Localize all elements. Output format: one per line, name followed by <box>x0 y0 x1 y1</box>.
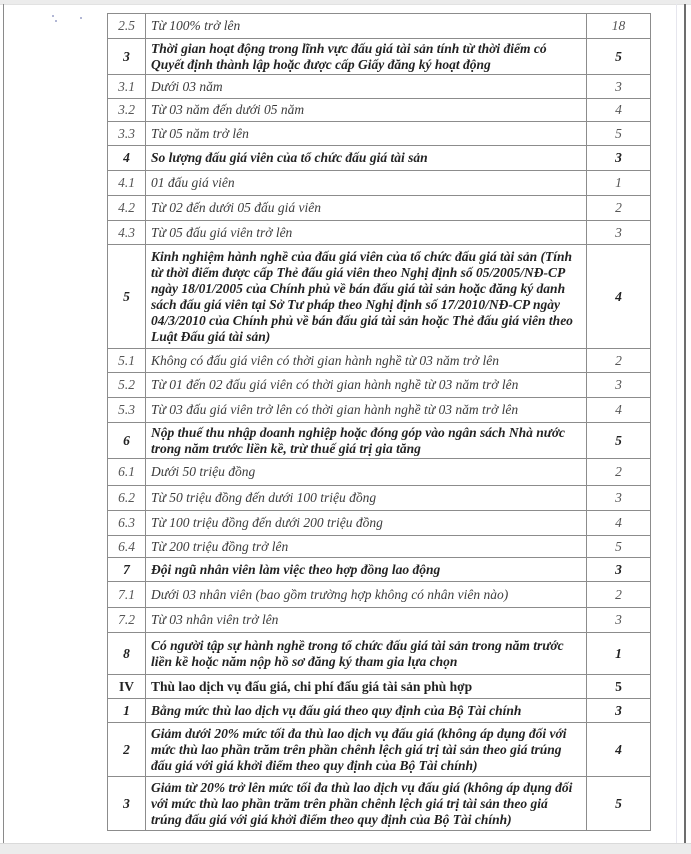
criterion-text: Giảm từ 20% trở lên mức tối đa thù lao dịch vụ đấu giá (không áp dụng đối với mức thù lao phần trăm trên phần chênh lệch giá trị tài sản theo giá trúng đấu giá với giá khởi điểm theo quy định của Bộ Tài chính) <box>146 777 587 831</box>
table-row <box>108 99 651 122</box>
criterion-number: 6.2 <box>108 486 146 511</box>
criterion-number: 5 <box>108 245 146 349</box>
criterion-text: Từ 01 đến 02 đấu giá viên có thời gian hành nghề từ 03 năm trở lên <box>146 373 587 398</box>
criterion-number: 3 <box>108 777 146 831</box>
table-row <box>108 511 651 536</box>
criterion-number: 3 <box>108 39 146 75</box>
table-row <box>108 14 651 39</box>
criterion-text: Từ 03 đấu giá viên trở lên có thời gian hành nghề từ 03 năm trở lên <box>146 398 587 423</box>
criterion-points: 1 <box>587 171 651 196</box>
criterion-points: 5 <box>587 777 651 831</box>
criterion-number: 8 <box>108 633 146 675</box>
table-row <box>108 699 651 723</box>
criterion-text: Thù lao dịch vụ đấu giá, chi phí đấu giá tài sản phù hợp <box>146 675 587 699</box>
criterion-text: Từ 200 triệu đồng trở lên <box>146 536 587 558</box>
criterion-points: 3 <box>587 221 651 245</box>
table-row <box>108 777 651 831</box>
table-row <box>108 459 651 486</box>
criterion-points: 5 <box>587 122 651 146</box>
criterion-text: Từ 05 đấu giá viên trở lên <box>146 221 587 245</box>
scan-specks <box>50 14 90 26</box>
table-row <box>108 349 651 373</box>
criterion-points: 4 <box>587 245 651 349</box>
criterion-points: 4 <box>587 99 651 122</box>
criterion-points: 1 <box>587 633 651 675</box>
criterion-text: Từ 100 triệu đồng đến dưới 200 triệu đồng <box>146 511 587 536</box>
table-row <box>108 582 651 608</box>
criterion-text: Giảm dưới 20% mức tối đa thù lao dịch vụ đấu giá (không áp dụng đối với mức thù lao phần trăm trên phần chênh lệch giá trị tài sản theo giá trúng đấu giá với giá khởi điểm theo quy định của Bộ Tài chính) <box>146 723 587 777</box>
criterion-number: 7.1 <box>108 582 146 608</box>
criterion-text: Nộp thuế thu nhập doanh nghiệp hoặc đóng góp vào ngân sách Nhà nước trong năm trước liền kề, trừ thuế giá trị gia tăng <box>146 423 587 459</box>
criterion-points: 2 <box>587 196 651 221</box>
criterion-number: 5.2 <box>108 373 146 398</box>
viewer-top-strip <box>0 0 691 5</box>
criterion-points: 3 <box>587 558 651 582</box>
criterion-points: 4 <box>587 511 651 536</box>
criterion-text: Đội ngũ nhân viên làm việc theo hợp đồng lao động <box>146 558 587 582</box>
criterion-text: Từ 03 năm đến dưới 05 năm <box>146 99 587 122</box>
criterion-number: 3.2 <box>108 99 146 122</box>
criterion-number: 2.5 <box>108 14 146 39</box>
criterion-points: 3 <box>587 699 651 723</box>
criterion-points: 3 <box>587 75 651 99</box>
table-row <box>108 196 651 221</box>
criterion-points: 2 <box>587 582 651 608</box>
criterion-number: 5.1 <box>108 349 146 373</box>
scoring-criteria-table <box>107 13 651 831</box>
criterion-points: 4 <box>587 398 651 423</box>
criterion-text: Từ 05 năm trở lên <box>146 122 587 146</box>
criterion-points: 4 <box>587 723 651 777</box>
criterion-number: 4 <box>108 146 146 171</box>
criterion-text: Thời gian hoạt động trong lĩnh vực đấu giá tài sản tính từ thời điểm có Quyết định thành lập hoặc được cấp Giấy đăng ký hoạt động <box>146 39 587 75</box>
criterion-number: 6.4 <box>108 536 146 558</box>
criterion-number: 3.3 <box>108 122 146 146</box>
criterion-text: Từ 50 triệu đồng đến dưới 100 triệu đồng <box>146 486 587 511</box>
criterion-points: 3 <box>587 146 651 171</box>
criterion-points: 3 <box>587 608 651 633</box>
table-row <box>108 122 651 146</box>
criterion-number: 6.3 <box>108 511 146 536</box>
criterion-text: Từ 100% trở lên <box>146 14 587 39</box>
page-right-margin-line <box>676 4 677 843</box>
criterion-number: 7.2 <box>108 608 146 633</box>
viewer-bottom-strip <box>0 843 691 854</box>
criterion-number: 3.1 <box>108 75 146 99</box>
criterion-number: 4.2 <box>108 196 146 221</box>
table-row <box>108 558 651 582</box>
criterion-points: 5 <box>587 423 651 459</box>
criterion-number: 4.1 <box>108 171 146 196</box>
criterion-points: 2 <box>587 459 651 486</box>
table-row <box>108 221 651 245</box>
table-row <box>108 171 651 196</box>
table-row <box>108 75 651 99</box>
criterion-number: 2 <box>108 723 146 777</box>
criterion-text: So lượng đấu giá viên của tổ chức đấu giá tài sản <box>146 146 587 171</box>
table-row <box>108 398 651 423</box>
table-row <box>108 146 651 171</box>
table-row <box>108 423 651 459</box>
criterion-text: Dưới 03 năm <box>146 75 587 99</box>
criterion-text: Dưới 50 triệu đồng <box>146 459 587 486</box>
criterion-text: Dưới 03 nhân viên (bao gồm trường hợp không có nhân viên nào) <box>146 582 587 608</box>
criterion-points: 18 <box>587 14 651 39</box>
criterion-points: 2 <box>587 349 651 373</box>
criterion-text: Từ 02 đến dưới 05 đấu giá viên <box>146 196 587 221</box>
criterion-points: 5 <box>587 536 651 558</box>
criterion-number: 6 <box>108 423 146 459</box>
criterion-text: Không có đấu giá viên có thời gian hành nghề từ 03 năm trở lên <box>146 349 587 373</box>
criterion-number: 7 <box>108 558 146 582</box>
criterion-number: 5.3 <box>108 398 146 423</box>
viewer-scrollbar[interactable] <box>684 4 686 843</box>
table-row <box>108 486 651 511</box>
criterion-points: 5 <box>587 675 651 699</box>
table-row <box>108 536 651 558</box>
criterion-points: 3 <box>587 373 651 398</box>
criterion-text: Kinh nghiệm hành nghề của đấu giá viên của tổ chức đấu giá tài sản (Tính từ thời điểm được cấp Thẻ đấu giá viên theo Nghị định số 05/2005/NĐ-CP ngày 18/01/2005 của Chính phủ về bán đấu giá tài sản hoặc đăng ký danh sách đấu giá viên tại Sở Tư pháp theo Nghị định số 17/2010/NĐ-CP ngày 04/3/2010 của Chính phủ về bán đấu giá tài sản hoặc Thẻ đấu giá viên theo Luật Đấu giá tài sản) <box>146 245 587 349</box>
table-row <box>108 39 651 75</box>
criterion-text: Có người tập sự hành nghề trong tổ chức đấu giá tài sản trong năm trước liền kề hoặc năm nộp hồ sơ đăng ký tham gia lựa chọn <box>146 633 587 675</box>
criterion-number: IV <box>108 675 146 699</box>
criterion-number: 6.1 <box>108 459 146 486</box>
table-row <box>108 723 651 777</box>
criterion-text: Từ 03 nhân viên trở lên <box>146 608 587 633</box>
criterion-text: Bằng mức thù lao dịch vụ đấu giá theo quy định của Bộ Tài chính <box>146 699 587 723</box>
criterion-text: 01 đấu giá viên <box>146 171 587 196</box>
criterion-number: 4.3 <box>108 221 146 245</box>
page-left-edge <box>3 4 4 843</box>
table-row <box>108 675 651 699</box>
table-row <box>108 245 651 349</box>
criterion-number: 1 <box>108 699 146 723</box>
table-row <box>108 373 651 398</box>
table-row <box>108 633 651 675</box>
criterion-points: 3 <box>587 486 651 511</box>
table-row <box>108 608 651 633</box>
criterion-points: 5 <box>587 39 651 75</box>
